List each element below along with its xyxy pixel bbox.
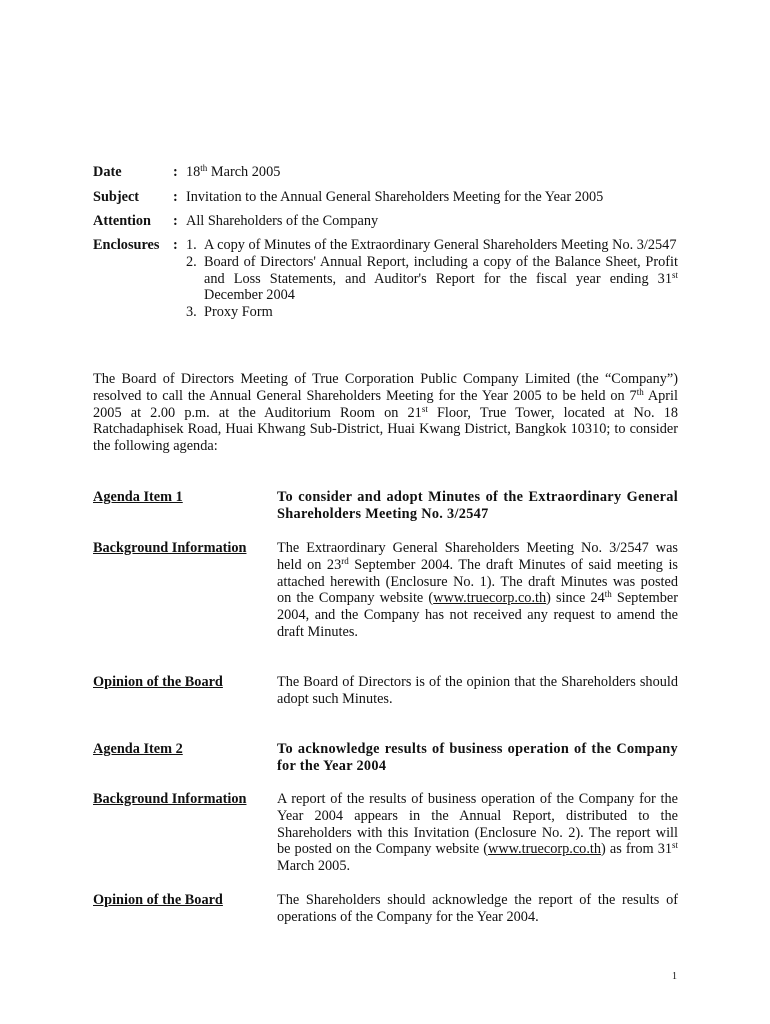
page-number: 1 bbox=[672, 971, 677, 982]
agenda-item-1-label: Agenda Item 1 bbox=[93, 489, 183, 505]
agenda-item-2-title: To acknowledge results of business operation of the Company for the Year 2004 bbox=[277, 741, 678, 774]
enclosures-list bbox=[186, 237, 678, 321]
date-label: Date bbox=[93, 164, 122, 180]
attention-label: Attention bbox=[93, 213, 151, 229]
date-colon: : bbox=[173, 164, 178, 180]
enclosure-item-3: 3. Proxy Form bbox=[186, 304, 273, 321]
subject-colon: : bbox=[173, 189, 178, 205]
attention-colon: : bbox=[173, 213, 178, 229]
agenda-1-opinion-label: Opinion of the Board bbox=[93, 674, 223, 690]
agenda-2-opinion-text: The Shareholders should acknowledge the report of the results of operations of the Company for the Year 2004. bbox=[277, 892, 678, 925]
enclosures-label: Enclosures bbox=[93, 237, 160, 253]
agenda-item-1-title: To consider and adopt Minutes of the Extraordinary General Shareholders Meeting No. 3/2547 bbox=[277, 489, 678, 522]
agenda-2-opinion-label: Opinion of the Board bbox=[93, 892, 223, 908]
enclosures-colon: : bbox=[173, 237, 178, 253]
company-website-link[interactable]: www.truecorp.co.th bbox=[433, 590, 547, 607]
enclosure-item-1: 1. A copy of Minutes of the Extraordinary General Shareholders Meeting No. 3/2547 bbox=[186, 237, 677, 253]
agenda-2-background-text: A report of the results of business operation of the Company for the Year 2004 appears in the Annual Report, distributed to the Shareholders with this Invitation (Enclosure No. 2). The report will be posted on the Company website (www.truecorp.co.th) as from 31st March 2005. bbox=[277, 791, 679, 875]
subject-value: Invitation to the Annual General Shareholders Meeting for the Year 2005 bbox=[186, 189, 604, 205]
enclosure-item-2: 2. Board of Directors' Annual Report, including a copy of the Balance Sheet, Profit and Loss Statements, and Auditor's Report for the fiscal year ending 31st December 2004 bbox=[186, 253, 678, 304]
date-value: 18th March 2005 bbox=[186, 163, 281, 180]
attention-value: All Shareholders of the Company bbox=[186, 213, 379, 229]
agenda-1-opinion-text: The Board of Directors is of the opinion that the Shareholders should adopt such Minutes. bbox=[277, 674, 678, 707]
intro-paragraph: The Board of Directors Meeting of True Corporation Public Company Limited (the “Company”) resolved to call the Annual General Shareholders Meeting for the Year 2005 to be held on 7th April 2005 at 2.00 p.m. at the Auditorium Room on 21st Floor, True Tower, located at No. 18 Ratchadaphisek Road, Huai Khwang Sub-District, Huai Kwang District, Bangkok 10310; to consider the following agenda: bbox=[93, 371, 679, 455]
agenda-item-2-label: Agenda Item 2 bbox=[93, 741, 183, 757]
agenda-1-background-text: The Extraordinary General Shareholders Meeting No. 3/2547 was held on 23rd September 2004. The draft Minutes of said meeting is attached herewith (Enclosure No. 1). The draft Minutes was posted on the Company website (www.truecorp.co.th) since 24th September 2004, and the Company has not received any request to amend the draft Minutes. bbox=[277, 540, 679, 640]
company-website-link[interactable]: www.truecorp.co.th bbox=[488, 841, 602, 858]
agenda-2-background-label: Background Information bbox=[93, 791, 247, 807]
agenda-1-background-label: Background Information bbox=[93, 540, 247, 556]
subject-label: Subject bbox=[93, 189, 140, 205]
